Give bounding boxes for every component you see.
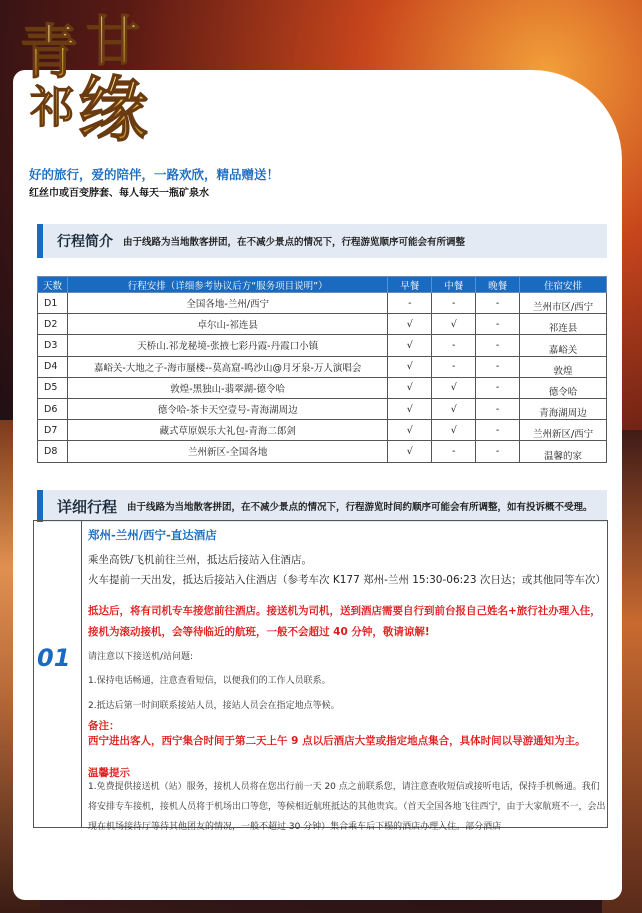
cell-breakfast: √ — [388, 377, 432, 398]
cell-lunch: - — [432, 293, 476, 314]
cell-route: 全国各地-兰州/西宁 — [67, 293, 387, 314]
itinerary-section-header — [37, 224, 607, 258]
cell-dinner: - — [476, 293, 520, 314]
header-breakfast: 早餐 — [388, 277, 432, 293]
day-1-detail — [33, 520, 608, 832]
cell-stay: 嘉峪关 — [520, 335, 607, 356]
cell-breakfast: √ — [388, 314, 432, 335]
cell-stay: 兰州市区/西宁 — [520, 293, 607, 314]
cell-route: 天桥山.祁龙秘境-张掖七彩丹霞-丹霞口小镇 — [67, 335, 387, 356]
table-row — [38, 335, 607, 356]
cell-dinner: - — [476, 398, 520, 419]
cell-day: D4 — [38, 356, 68, 377]
cell-dinner: - — [476, 441, 520, 462]
cell-route: 藏式草原娱乐大礼包-青海二郎剑 — [67, 420, 387, 441]
slogan-line-1: 好的旅行，爱的陪伴，一路欢欣，精品赠送！ — [29, 167, 280, 182]
logo-char-3: 祁 — [30, 82, 74, 133]
table-row — [38, 293, 607, 314]
header-dinner: 晚餐 — [476, 277, 520, 293]
cell-lunch: √ — [432, 398, 476, 419]
table-row — [38, 377, 607, 398]
cell-stay: 敦煌 — [520, 356, 607, 377]
cell-day: D2 — [38, 314, 68, 335]
logo-char-1: 青 — [20, 18, 79, 86]
cell-stay: 温馨的家 — [520, 441, 607, 462]
day-route-title: 郑州-兰州/西宁-直达酒店 — [88, 528, 217, 542]
cell-lunch: - — [432, 441, 476, 462]
header-stay: 住宿安排 — [520, 277, 607, 293]
itinerary-section-title: 行程简介 — [57, 234, 113, 250]
cell-dinner: - — [476, 356, 520, 377]
cell-day: D6 — [38, 398, 68, 419]
logo-char-2: 甘 — [86, 9, 140, 73]
cell-route: 德令哈-茶卡天空壹号-青海湖周边 — [67, 398, 387, 419]
cell-breakfast: √ — [388, 398, 432, 419]
cell-day: D7 — [38, 420, 68, 441]
cell-lunch: - — [432, 356, 476, 377]
table-row — [38, 356, 607, 377]
day-paragraph-2: 火车提前一天出发，抵达后接站入住酒店（参考车次 K177 郑州-兰州 15:30-06:23 次日达；或其他同等车次） — [88, 574, 606, 586]
pickup-warning: 抵达后，将有司机专车接您前往酒店。接送机为司机，送到酒店需要自行到前台报自己姓名+旅行社办理入住，接机为滚动接机，会等待临近的航班，一般不会超过 40 分钟，敬请谅解! — [88, 605, 601, 638]
remark-text: 西宁进出客人，西宁集合时间于第二天上午 9 点以后酒店大堂或指定地点集合，具体时间以导游通知为主。 — [88, 735, 586, 747]
itinerary-section-subtitle: 由于线路为当地散客拼团，在不减少景点的情况下，行程游览顺序可能会有所调整 — [123, 237, 466, 248]
header-route: 行程安排（详细参考协议后方“服务项目说明”） — [67, 277, 387, 293]
note-1: 1.保持电话畅通，注意查看短信，以便我们的工作人员联系。 — [88, 676, 331, 686]
cell-breakfast: √ — [388, 356, 432, 377]
table-row — [38, 398, 607, 419]
cell-route: 兰州新区-全国各地 — [67, 441, 387, 462]
cell-route: 卓尔山-祁连县 — [67, 314, 387, 335]
cell-breakfast: √ — [388, 441, 432, 462]
notes-intro: 请注意以下接送机/站问题: — [88, 652, 194, 662]
detail-section-title: 详细行程 — [57, 497, 118, 516]
remark-label: 备注： — [88, 720, 120, 732]
cell-breakfast: √ — [388, 335, 432, 356]
cell-breakfast: √ — [388, 420, 432, 441]
detail-section-header — [37, 490, 607, 522]
itinerary-table — [37, 276, 607, 463]
cell-lunch: - — [432, 335, 476, 356]
tips-text: 1.免费提供接送机（站）服务，接机人员将在您出行前一天 20 点之前联系您，请注意查收短信或接听电话，保持手机畅通。我们将安排专车接机，接机人员将于机场出口等您，等候相近航班抵达的其他贵宾。（首天全国各地飞往西宁，由于大家航班不一，会出现在机场接待厅等待其他团友的情况，一般不超过 30 分钟）集合乘车后下榻的酒店办理入住。部分酒店 — [88, 782, 606, 832]
day-number: 01 — [37, 644, 71, 672]
cell-stay: 德令哈 — [520, 377, 607, 398]
cell-route: 敦煌-黑独山-翡翠湖-德令哈 — [67, 377, 387, 398]
title-logo — [14, 2, 164, 152]
cell-breakfast: - — [388, 293, 432, 314]
cell-day: D1 — [38, 293, 68, 314]
cell-dinner: - — [476, 314, 520, 335]
cell-route: 嘉峪关-大地之子-海市蜃楼--莫高窟-鸣沙山@月牙泉-万人演唱会 — [67, 356, 387, 377]
itinerary-table-header-row — [38, 277, 607, 293]
cell-lunch: √ — [432, 314, 476, 335]
cell-day: D8 — [38, 441, 68, 462]
slogan-line-2: 红丝巾或百变脖套、每人每天一瓶矿泉水 — [29, 188, 209, 199]
table-row — [38, 314, 607, 335]
tips-label: 温馨提示 — [88, 767, 130, 779]
logo-char-4: 缘 — [78, 68, 148, 151]
cell-dinner: - — [476, 335, 520, 356]
cell-lunch: √ — [432, 377, 476, 398]
cell-stay: 青海湖周边 — [520, 398, 607, 419]
table-row — [38, 441, 607, 462]
day-number-column — [34, 521, 82, 827]
cell-dinner: - — [476, 377, 520, 398]
cell-stay: 祁连县 — [520, 314, 607, 335]
cell-lunch: √ — [432, 420, 476, 441]
cell-dinner: - — [476, 420, 520, 441]
table-row — [38, 420, 607, 441]
cell-day: D3 — [38, 335, 68, 356]
note-2: 2.抵达后第一时间联系接站人员，接站人员会在指定地点等候。 — [88, 701, 340, 711]
header-lunch: 中餐 — [432, 277, 476, 293]
day-paragraph-1: 乘坐高铁/飞机前往兰州，抵达后接站入住酒店。 — [88, 554, 313, 566]
cell-stay: 兰州新区/西宁 — [520, 420, 607, 441]
detail-section-subtitle: 由于线路为当地散客拼团，在不减少景点的情况下，行程游览时间约顺序可能会有所调整，如有投诉概不受理。 — [127, 502, 593, 513]
header-day: 天数 — [38, 277, 68, 293]
cell-day: D5 — [38, 377, 68, 398]
